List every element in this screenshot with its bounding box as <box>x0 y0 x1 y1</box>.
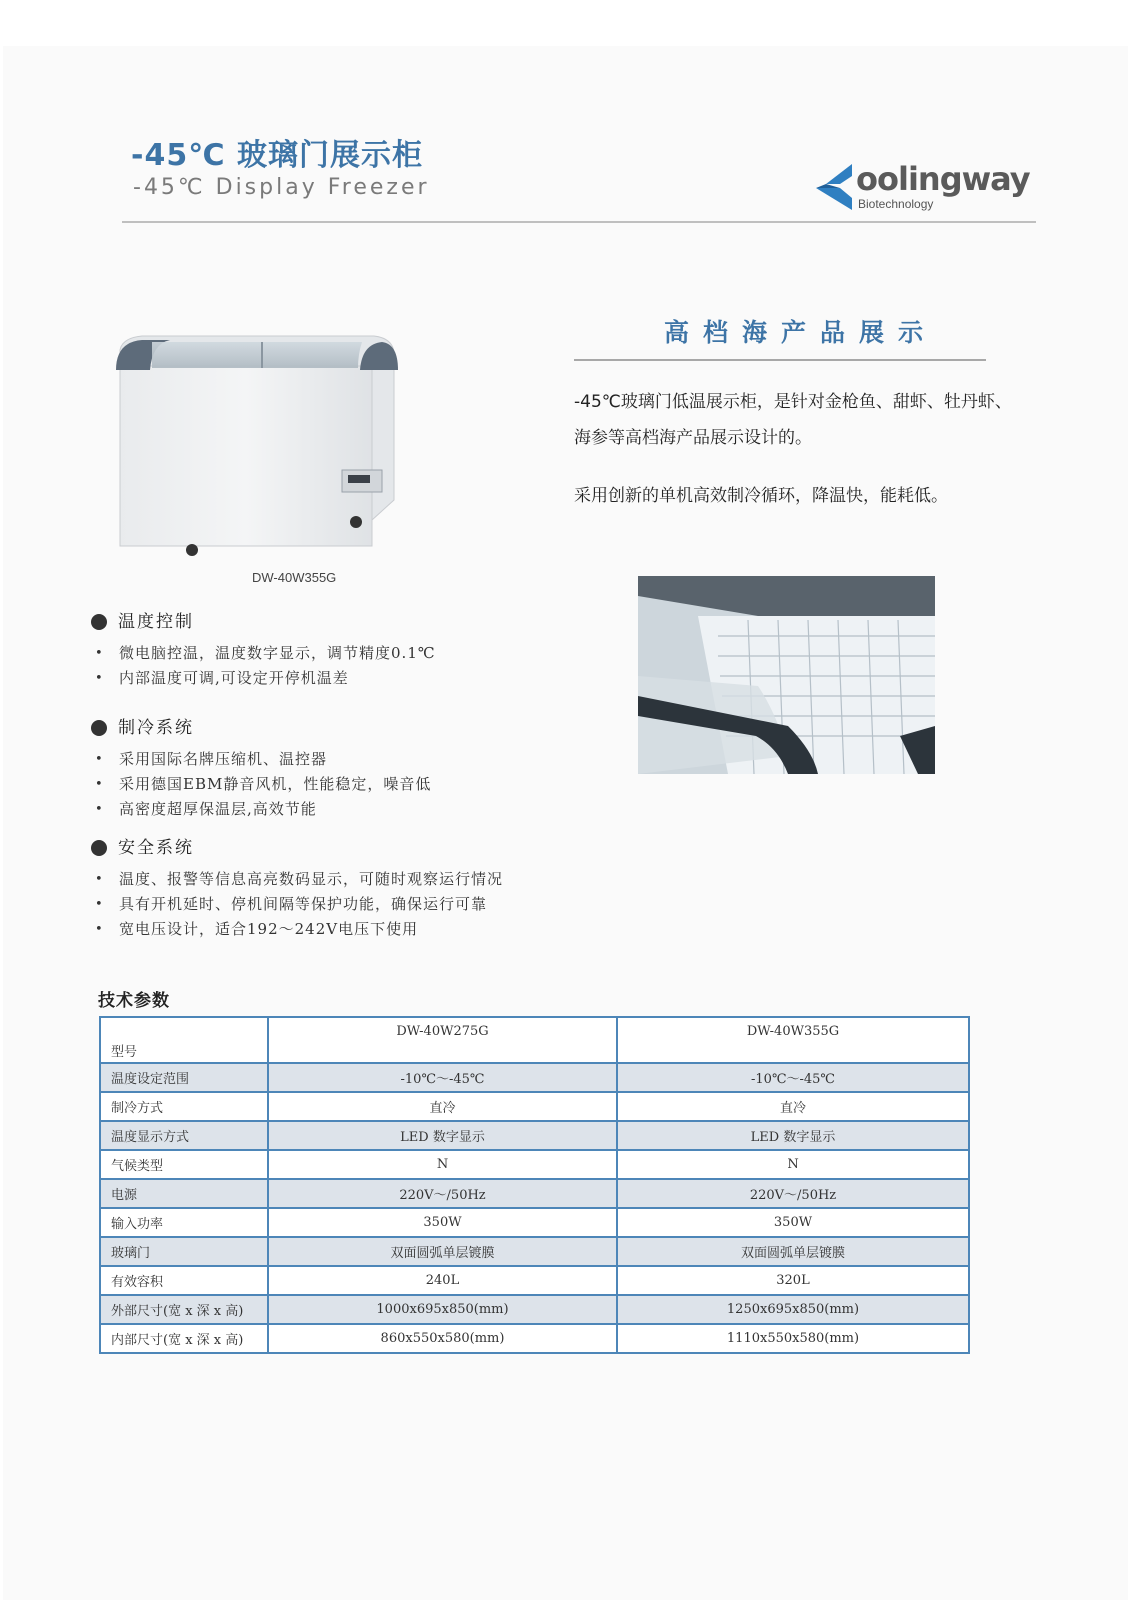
header-divider <box>122 221 1036 223</box>
spec-row <box>100 1295 969 1324</box>
feature-item: • 具有开机延时、停机间隔等保护功能，确保运行可靠 <box>91 892 611 917</box>
spec-heading: 技术参数 <box>98 991 170 1011</box>
spec-row <box>100 1324 969 1353</box>
feature-item: • 微电脑控温，温度数字显示，调节精度0.1℃ <box>91 641 611 666</box>
feature-item: • 采用国际名牌压缩机、温控器 <box>91 747 611 772</box>
spec-value-b: 350W <box>617 1208 969 1237</box>
spec-label-cell: 温度设定范围 <box>100 1063 268 1092</box>
spec-value-a: N <box>268 1150 617 1179</box>
showcase-heading: 高档海产品展示 <box>664 318 938 347</box>
spec-value-a: 350W <box>268 1208 617 1237</box>
brochure-page <box>3 46 1128 1600</box>
spec-value-b: 1250x695x850(mm) <box>617 1295 969 1324</box>
feature-title: 制冷系统 <box>118 718 194 738</box>
spec-value-b: N <box>617 1150 969 1179</box>
spec-header-model-b: DW-40W355G <box>617 1017 969 1063</box>
spec-value-a: 220V～/50Hz <box>268 1179 617 1208</box>
logo-wordmark: oolingway <box>856 160 1030 198</box>
spec-row <box>100 1179 969 1208</box>
spec-label-cell: 内部尺寸(宽 x 深 x 高) <box>100 1324 268 1353</box>
logo-mark-icon <box>812 162 856 212</box>
bullet-dot-icon <box>91 840 107 856</box>
freezer-interior-basket-image <box>638 576 935 774</box>
feature-temperature-control <box>91 609 611 691</box>
showcase-paragraph-2: 采用创新的单机高效制冷循环，降温快，能耗低。 <box>574 486 948 506</box>
showcase-divider <box>574 359 986 361</box>
spec-header-row <box>100 1017 969 1063</box>
bullet-dot-icon <box>91 720 107 736</box>
chest-freezer-image <box>112 330 402 562</box>
feature-title: 温度控制 <box>118 612 194 632</box>
feature-item: • 温度、报警等信息高亮数码显示，可随时观察运行情况 <box>91 867 611 892</box>
spec-label-cell: 电源 <box>100 1179 268 1208</box>
spec-label-cell: 气候类型 <box>100 1150 268 1179</box>
bullet-dot-icon <box>91 614 107 630</box>
spec-value-b: 220V～/50Hz <box>617 1179 969 1208</box>
feature-item: • 宽电压设计，适合192～242V电压下使用 <box>91 917 611 942</box>
spec-table <box>99 1016 970 1354</box>
title-chinese: -45℃ 玻璃门展示柜 <box>131 138 423 173</box>
spec-value-a: -10℃～-45℃ <box>268 1063 617 1092</box>
spec-value-a: 1000x695x850(mm) <box>268 1295 617 1324</box>
spec-value-a: 860x550x580(mm) <box>268 1324 617 1353</box>
product-caption: DW-40W355G <box>252 570 337 585</box>
spec-label-cell: 有效容积 <box>100 1266 268 1295</box>
spec-header-model-a: DW-40W275G <box>268 1017 617 1063</box>
feature-safety-system <box>91 835 611 942</box>
spec-row <box>100 1150 969 1179</box>
spec-label-cell: 制冷方式 <box>100 1092 268 1121</box>
spec-value-b: LED 数字显示 <box>617 1121 969 1150</box>
spec-row <box>100 1063 969 1092</box>
company-logo <box>812 160 1032 216</box>
spec-value-b: 320L <box>617 1266 969 1295</box>
spec-row <box>100 1237 969 1266</box>
spec-value-b: 双面圆弧单层镀膜 <box>617 1237 969 1266</box>
spec-row <box>100 1208 969 1237</box>
spec-label-cell: 外部尺寸(宽 x 深 x 高) <box>100 1295 268 1324</box>
feature-title: 安全系统 <box>118 838 194 858</box>
spec-row <box>100 1266 969 1295</box>
feature-item: • 采用德国EBM静音风机，性能稳定，噪音低 <box>91 772 611 797</box>
spec-label-cell: 玻璃门 <box>100 1237 268 1266</box>
showcase-paragraph-1: -45℃玻璃门低温展示柜，是针对金枪鱼、甜虾、牡丹虾、海参等高档海产品展示设计的。 <box>574 392 1012 448</box>
spec-value-b: -10℃～-45℃ <box>617 1063 969 1092</box>
feature-item: • 内部温度可调,可设定开停机温差 <box>91 666 611 691</box>
feature-refrigeration-system <box>91 715 611 822</box>
spec-row <box>100 1121 969 1150</box>
spec-header-label: 型号 <box>100 1017 268 1063</box>
spec-value-a: LED 数字显示 <box>268 1121 617 1150</box>
spec-value-a: 240L <box>268 1266 617 1295</box>
spec-value-b: 1110x550x580(mm) <box>617 1324 969 1353</box>
feature-item: • 高密度超厚保温层,高效节能 <box>91 797 611 822</box>
spec-row <box>100 1092 969 1121</box>
spec-value-a: 直冷 <box>268 1092 617 1121</box>
spec-label-cell: 输入功率 <box>100 1208 268 1237</box>
logo-subtitle: Biotechnology <box>858 197 934 211</box>
title-english: -45℃ Display Freezer <box>133 175 430 200</box>
spec-label-cell: 温度显示方式 <box>100 1121 268 1150</box>
spec-value-a: 双面圆弧单层镀膜 <box>268 1237 617 1266</box>
spec-value-b: 直冷 <box>617 1092 969 1121</box>
